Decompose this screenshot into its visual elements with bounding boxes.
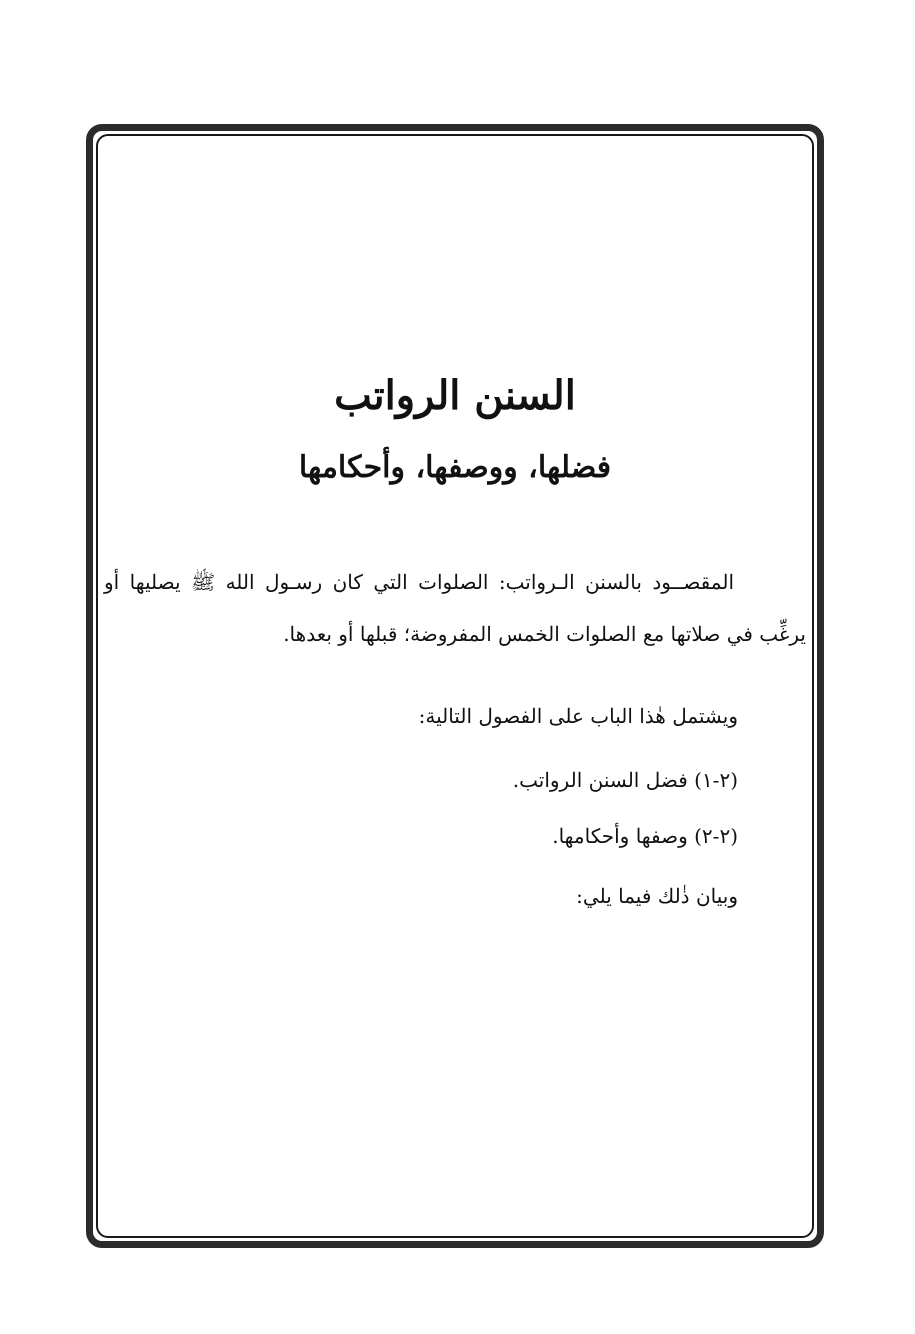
intro-paragraph: المقصــود بالسنن الـرواتب: الصلوات التي كان رسـول الله ﷺ يصليها أو يرغِّب في صلاتها مع الصلوات الخمس المفروضة؛ قبلها أو بعدها. — [104, 570, 806, 646]
contents-intro: ويشتمل هٰذا الباب على الفصول التالية: — [418, 704, 738, 728]
page-subtitle: فضلها، ووصفها، وأحكامها — [298, 450, 612, 485]
chapter-item-1: (٢-١) فضل السنن الرواتب. — [512, 768, 738, 792]
chapter-item-2: (٢-٢) وصفها وأحكامها. — [552, 824, 738, 848]
closing-line: وبيان ذٰلك فيما يلي: — [576, 884, 738, 908]
page-content — [100, 134, 810, 1234]
page-title: السنن الرواتب — [334, 372, 576, 419]
